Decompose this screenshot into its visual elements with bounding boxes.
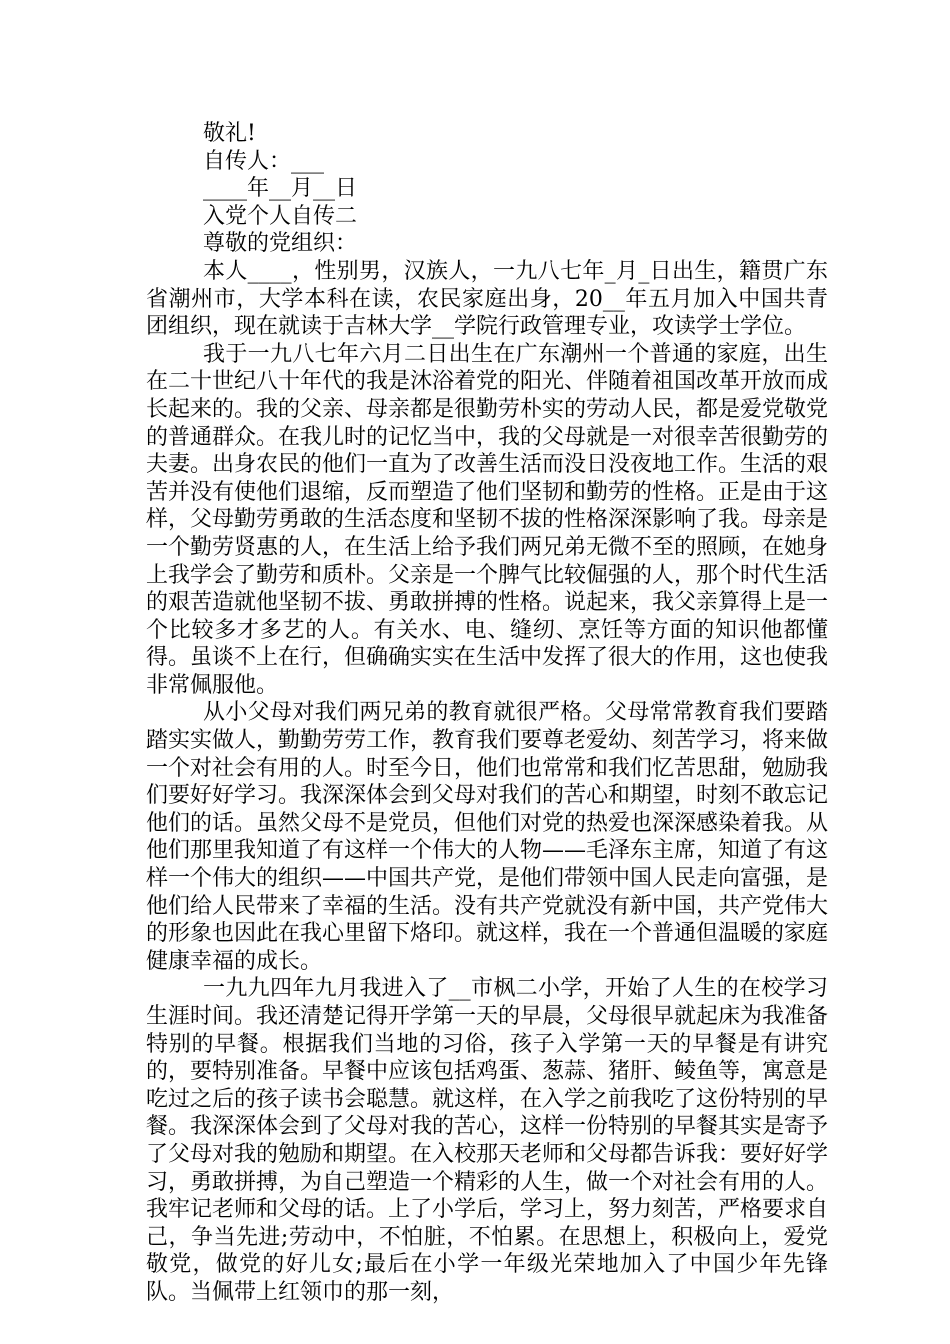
document-body bbox=[146, 120, 828, 1307]
closing-line: 敬礼! bbox=[203, 121, 256, 146]
paragraph-education: 从小父母对我们两兄弟的教育就很严格。父母常常教育我们要踏踏实实做人，勤勤劳劳工作，教育我们要尊老爱幼、刻苦学习，将来做一个对社会有用的人。时至今日，他们也常常和我们忆苦思甜，勉励我们要好好学习。我深深体会到父母对我们的苦心和期望，时刻不敢忘记他们的话。虽然父母不是党员，但他们对党的热爱也深深感染着我。从他们那里我知道了有这样一个伟大的人物——毛泽东主席，知道了有这样一个伟大的组织——中国共产党，是他们带领中国人民走向富强，是他们给人民带来了幸福的生活。没有共产党就没有新中国，共产党伟大的形象也因此在我心里留下烙印。就这样，我在一个普通但温暖的家庭健康幸福的成长。 bbox=[146, 700, 829, 974]
date-line: ____年__月__日 bbox=[203, 176, 358, 202]
paragraph-school: 一九九四年九月我进入了__市枫二小学，开始了人生的在校学习生涯时间。我还清楚记得开学第一天的早晨，父母很早就起床为我准备特别的早餐。根据我们当地的习俗，孩子入学第一天的早餐是有讲究的，要特别准备。早餐中应该包括鸡蛋、葱蒜、猪肝、鲮鱼等，寓意是吃过之后的孩子读书会聪慧。就这样，在入学之前我吃了这份特别的早餐。我深深体会到了父母对我的苦心，这样一份特别的早餐其实是寄予了父母对我的勉励和期望。在入校那天老师和父母都告诉我：要好好学习，勇敢拼搏，为自己塑造一个精彩的人生，做一个对社会有用的人。我牢记老师和父母的话。上了小学后，学习上，努力刻苦，严格要求自己，争当先进;劳动中，不怕脏，不怕累。在思想上，积极向上，爱党敬党，做党的好儿女;最后在小学一年级光荣地加入了中国少年先锋队。当佩带上红领巾的那一刻， bbox=[146, 976, 829, 1305]
salutation: 尊敬的党组织： bbox=[203, 231, 358, 257]
paragraph-intro: 本人____，性别男，汉族人，一九八七年_月_日出生，籍贯广东省潮州市，大学本科在读，农民家庭出身，20__年五月加入中国共青团组织，现在就读于吉林大学__学院行政管理专业，攻读学士学位。 bbox=[146, 258, 828, 340]
document-title: 入党个人自传二 bbox=[203, 203, 358, 229]
author-line: 自传人：___ bbox=[203, 148, 325, 174]
paragraph-family: 我于一九八七年六月二日出生在广东潮州一个普通的家庭，出生在二十世纪八十年代的我是沐浴着党的阳光、伴随着祖国改革开放而成长起来的。我的父亲、母亲都是很勤劳朴实的劳动人民，都是爱党敬党的普通群众。在我儿时的记忆当中，我的父母就是一对很幸苦很勤劳的夫妻。出身农民的他们一直为了改善生活而没日没夜地工作。生活的艰苦并没有使他们退缩，反而塑造了他们坚韧和勤劳的性格。正是由于这样，父母勤劳勇敢的生活态度和坚韧不拔的性格深深影响了我。母亲是一个勤劳贤惠的人，在生活上给予我们两兄弟无微不至的照顾，在她身上我学会了勤劳和质朴。父亲是一个脾气比较倔强的人，那个时代生活的艰苦造就他坚韧不拔、勇敢拼搏的性格。说起来，我父亲算得上是一个比较多才多艺的人。有关水、电、缝纫、烹饪等方面的知识他都懂得。虽谈不上在行，但确确实实在生活中发挥了很大的作用，这也使我非常佩服他。 bbox=[146, 341, 829, 698]
